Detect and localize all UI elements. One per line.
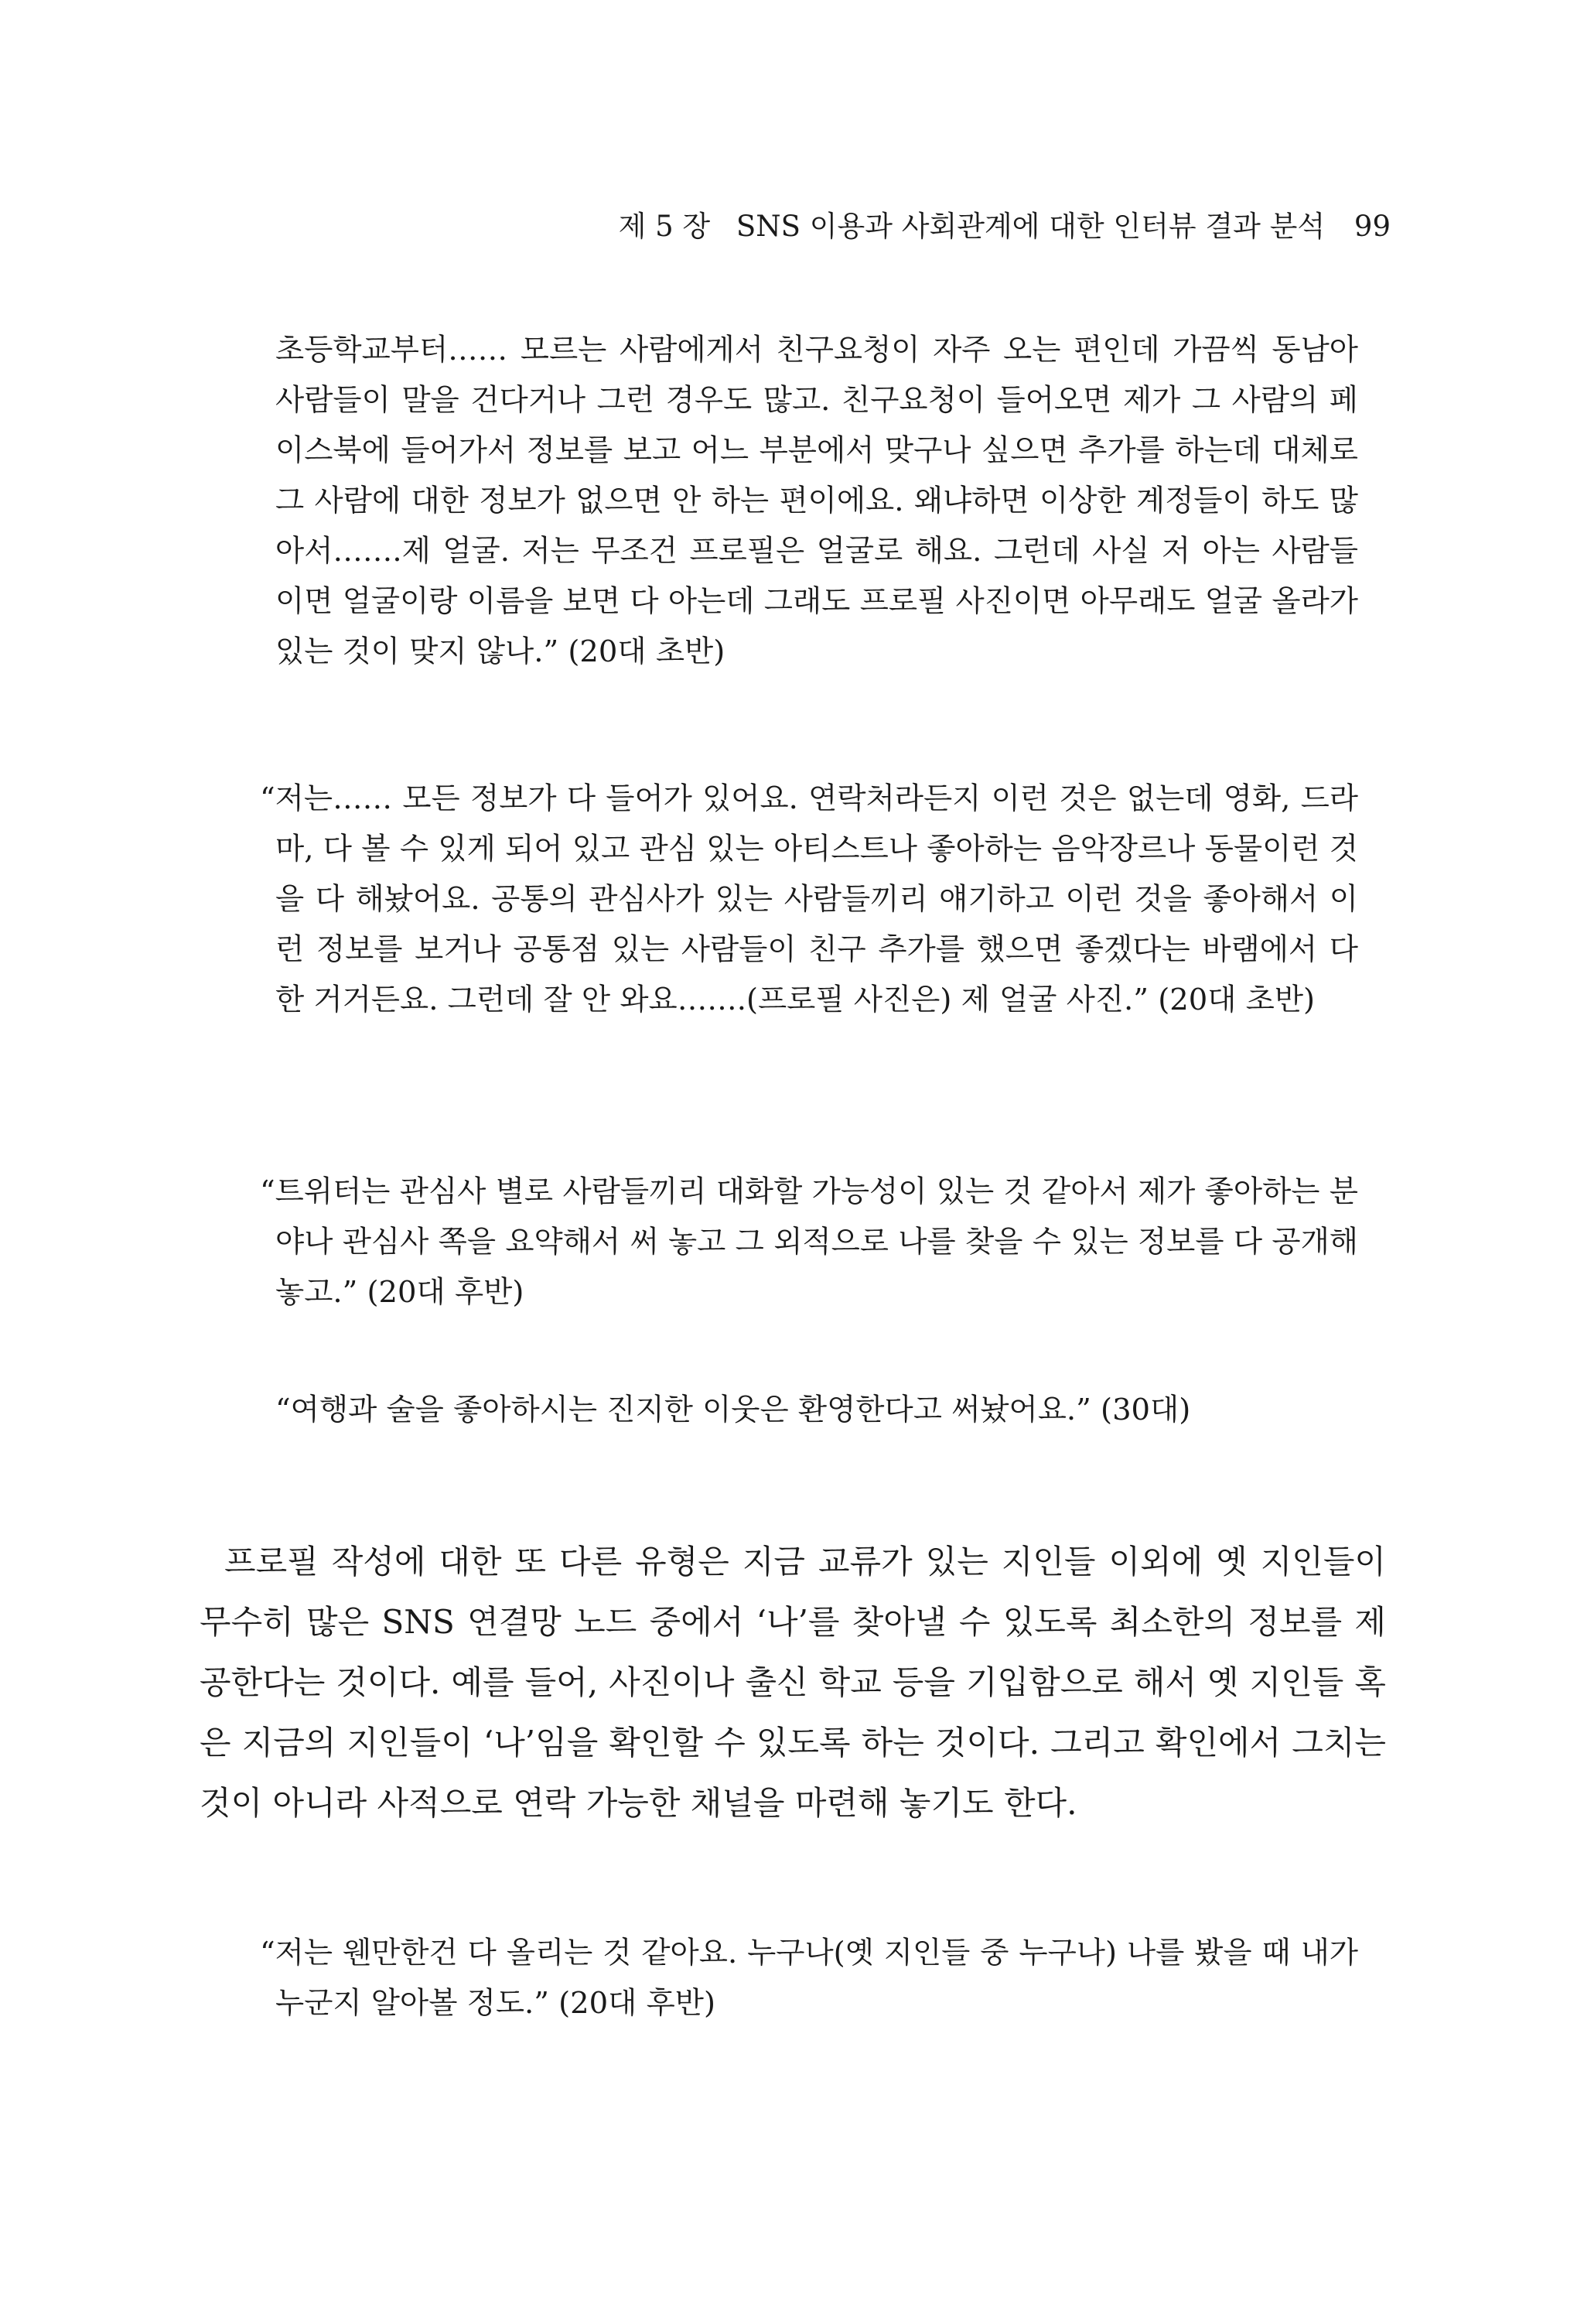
interview-quote-1: 초등학교부터…… 모르는 사람에게서 친구요청이 자주 오는 편인데 가끔씩 동남아 사람들이 말을 건다거나 그런 경우도 많고. 친구요청이 들어오면 제가 그 사람의 페이스북에 들어가서 정보를 보고 어느 부분에서 맞구나 싶으면 추가를 하는데 대체로 그 사람에 대한 정보가 없으면 안 하는 편이에요. 왜냐하면 이상한 계정들이 하도 많아서…….제 얼굴. 저는 무조건 프로필은 얼굴로 해요. 그런데 사실 저 아는 사람들이면 얼굴이랑 이름을 보면 다 아는데 그래도 프로필 사진이면 아무래도 얼굴 올라가 있는 것이 맞지 않나.” (20대 초반) [275, 333, 1358, 669]
interview-quote-5: “저는 웬만한건 다 올리는 것 같아요. 누구나(옛 지인들 중 누구나) 나를 봤을 때 내가 누군지 알아볼 정도.” (20대 후반) [260, 1936, 1358, 2021]
chapter-label: 제 5 장 [618, 210, 711, 243]
interview-quote-4: “여행과 술을 좋아하시는 진지한 이웃은 환영한다고 써놨어요.” (30대) [275, 1393, 1191, 1427]
interview-quote-2: “저는…… 모든 정보가 다 들어가 있어요. 연락처라든지 이런 것은 없는데 영화, 드라마, 다 볼 수 있게 되어 있고 관심 있는 아티스트나 좋아하는 음악장르나 동물이런 것을 다 해놨어요. 공통의 관심사가 있는 사람들끼리 얘기하고 이런 것을 좋아해서 이런 정보를 보거나 공통점 있는 사람들이 친구 추가를 했으면 좋겠다는 바램에서 다 한 거거든요. 그런데 잘 안 와요…….(프로필 사진은) 제 얼굴 사진.” (20대 초반) [260, 781, 1358, 1017]
running-header [619, 203, 1391, 244]
body-paragraph: 프로필 작성에 대한 또 다른 유형은 지금 교류가 있는 지인들 이외에 옛 지인들이 무수히 많은 SNS 연결망 노드 중에서 ‘나’를 찾아낼 수 있도록 최소한의 정보를 제공한다는 것이다. 예를 들어, 사진이나 출신 학교 등을 기입함으로 해서 옛 지인들 혹은 지금의 지인들이 ‘나’임을 확인할 수 있도록 하는 것이다. 그리고 확인에서 그치는 것이 아니라 사적으로 연락 가능한 채널을 마련해 놓기도 한다. [200, 1543, 1386, 1822]
interview-quote-3: “트위터는 관심사 별로 사람들끼리 대화할 가능성이 있는 것 같아서 제가 좋아하는 분야나 관심사 쪽을 요약해서 써 놓고 그 외적으로 나를 찾을 수 있는 정보를 다 공개해 놓고.” (20대 후반) [260, 1174, 1358, 1310]
chapter-title: SNS 이용과 사회관계에 대한 인터뷰 결과 분석 [736, 210, 1326, 243]
page-number: 99 [1354, 210, 1391, 243]
